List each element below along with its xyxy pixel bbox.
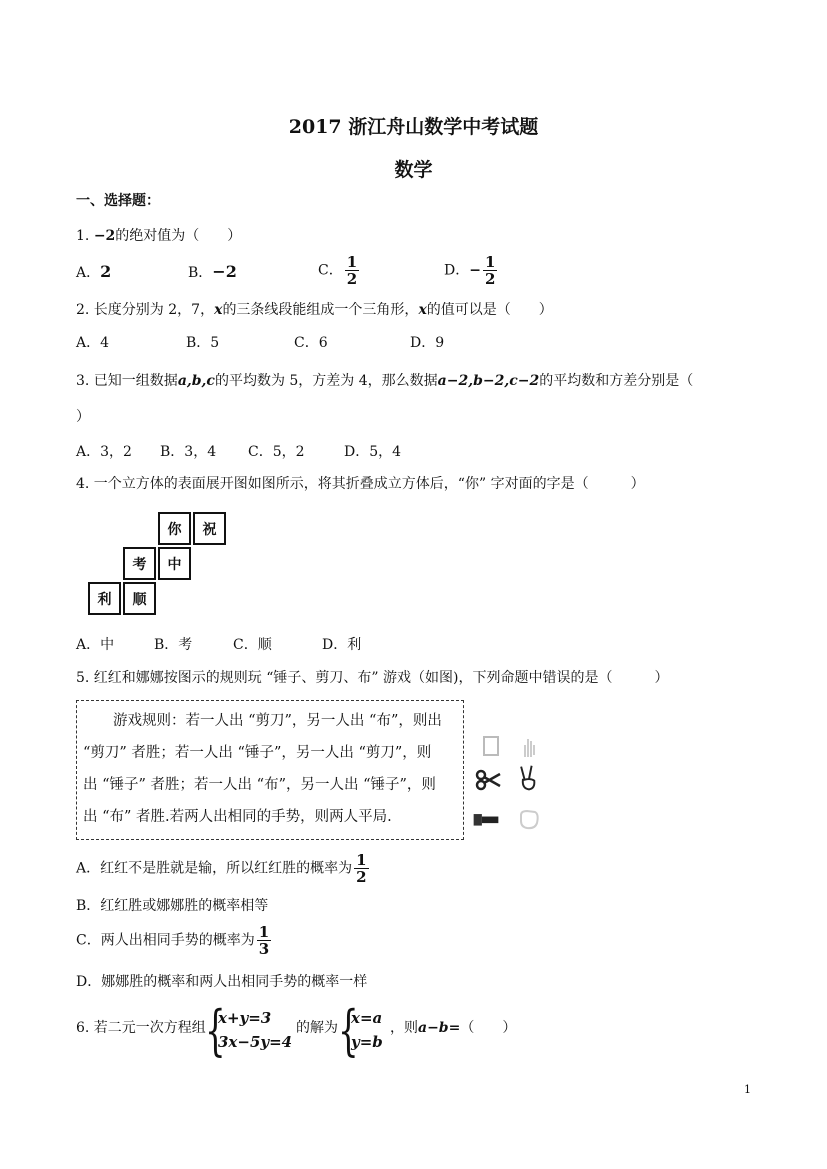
question-2-stem: 2. 长度分别为 2，7，x的三条线段能组成一个三角形，x的值可以是（ ） (76, 302, 553, 318)
net-cell: 考 (123, 547, 156, 580)
net-cell: 利 (88, 582, 121, 615)
question-1-option-a: A．2 (76, 262, 112, 281)
solution-1: x=a (351, 1009, 383, 1027)
question-4-option-c: C．顺 (233, 637, 272, 653)
hammer-icon (472, 805, 500, 833)
question-3-option-b: B．3，4 (160, 444, 217, 460)
question-4-stem: 4. 一个立方体的表面展开图如图所示，将其折叠成立方体后，“你” 字对面的字是（ ） (76, 476, 645, 492)
question-2-option-b: B．5 (186, 335, 220, 351)
solution-2: y=b (351, 1033, 383, 1051)
equation-2: 3x−5y=4 (218, 1033, 293, 1051)
net-cell: 中 (158, 547, 191, 580)
game-rules-box (76, 700, 464, 840)
net-cell: 祝 (193, 512, 226, 545)
question-1-option-c: C． $\frac{1}{2}$ (318, 253, 358, 288)
question-1-stem: 1. −2的绝对值为（ ） (76, 228, 242, 244)
left-brace: { (205, 999, 226, 1062)
question-4-option-a: A．中 (76, 637, 115, 653)
open-hand-icon (515, 733, 543, 761)
question-1-option-b: B．−2 (188, 262, 237, 281)
fraction: $\frac{1}{2}$ (484, 253, 496, 288)
fraction: $\frac{1}{3}$ (258, 923, 270, 958)
net-cell: 顺 (123, 582, 156, 615)
section-heading: 一、选择题： (76, 193, 160, 209)
question-3-option-c: C．5，2 (248, 444, 305, 460)
rules-line: “剪刀” 者胜；若一人出 “锤子”，另一人出 “剪刀”，则 (83, 745, 432, 761)
question-4-option-b: B．考 (154, 637, 193, 653)
rules-line: 出 “锤子” 者胜；若一人出 “布”，另一人出 “锤子”，则 (83, 777, 436, 793)
question-5-option-c: C．两人出相同手势的概率为 $\frac{1}{3}$ (76, 923, 270, 958)
rules-line: 游戏规则：若一人出 “剪刀”，另一人出 “布”，则出 (113, 713, 442, 729)
fraction: $\frac{1}{2}$ (346, 253, 358, 288)
net-cell: 你 (158, 512, 191, 545)
question-6-stem-pre: 6. 若二元一次方程组 (76, 1020, 206, 1036)
scissors-icon (474, 766, 502, 794)
left-brace: { (338, 999, 359, 1062)
fraction: $\frac{1}{2}$ (356, 851, 367, 886)
paper-icon (478, 733, 506, 761)
question-3-option-a: A．3，2 (76, 444, 132, 460)
question-2-option-d: D．9 (410, 335, 445, 351)
question-5-stem: 5. 红红和娜娜按图示的规则玩 “锤子、剪刀、布” 游戏（如图)，下列命题中错误的是（ ） (76, 670, 669, 686)
question-6-stem-tail: ，则a−b=（ ） (390, 1020, 517, 1036)
question-5-option-b: B．红红胜或娜娜胜的概率相等 (76, 898, 269, 914)
question-5-option-a: A．红红不是胜就是输，所以红红胜的概率为 $\frac{1}{2}$ (76, 851, 367, 886)
question-3-stem-cont: ） (76, 409, 90, 425)
page-number: 1 (744, 1083, 751, 1096)
rules-line: 出 “布” 者胜.若两人出相同的手势，则两人平局. (83, 809, 392, 825)
fist-icon (515, 805, 543, 833)
question-5-option-d: D．娜娜胜的概率和两人出相同手势的概率一样 (76, 974, 368, 990)
page-title: 2017 浙江舟山数学中考试题 (288, 116, 539, 138)
question-2-option-a: A．4 (76, 335, 110, 351)
question-6-stem-mid: 的解为 (296, 1020, 338, 1036)
question-4-option-d: D．利 (322, 637, 362, 653)
question-3-option-d: D．5，4 (344, 444, 402, 460)
question-2-option-c: C．6 (294, 335, 328, 351)
page-subtitle: 数学 (394, 159, 433, 181)
equation-1: x+y=3 (218, 1009, 272, 1027)
question-1-option-d: D．− $\frac{1}{2}$ (444, 253, 496, 288)
question-3-stem: 3. 已知一组数据a,b,c的平均数为 5，方差为 4，那么数据a−2,b−2,c−2的平均数和方差分别是（ (76, 373, 694, 389)
victory-hand-icon (515, 764, 543, 792)
